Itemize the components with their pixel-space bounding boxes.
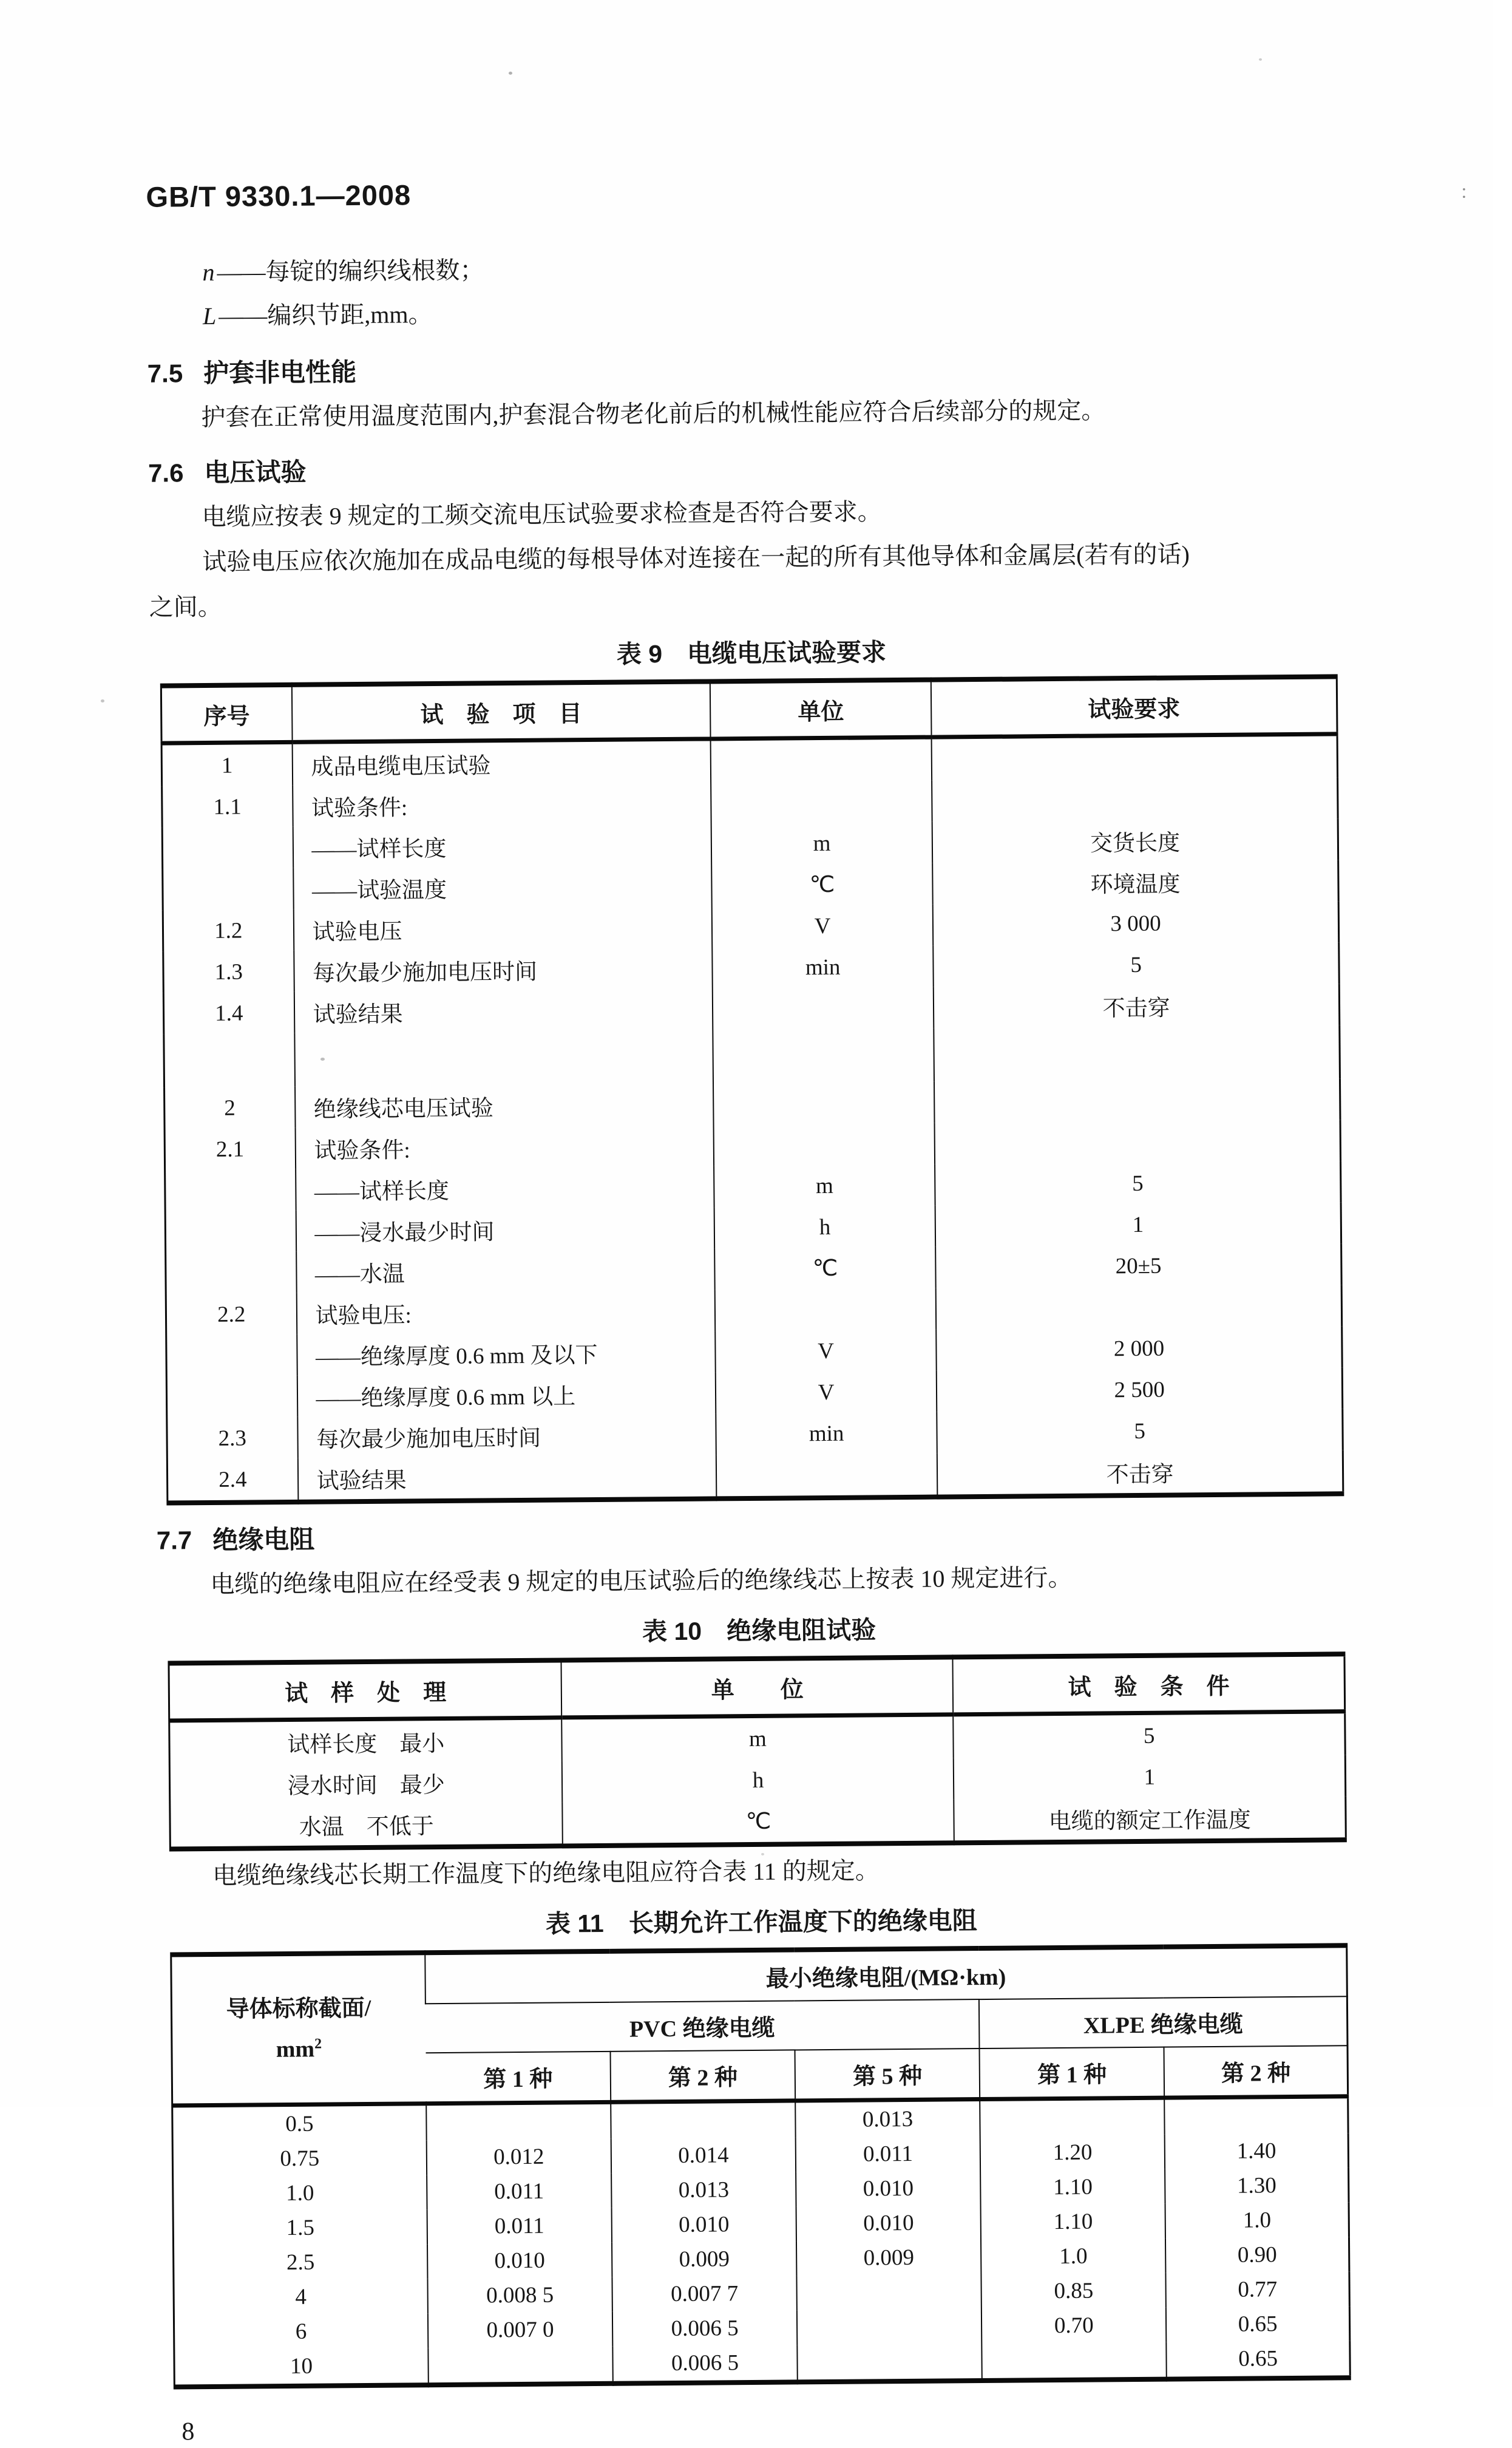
cell-pvc-type5: 0.009 — [796, 2240, 981, 2276]
table-10-header-row — [169, 1654, 1345, 1721]
paragraph-7-5: 护套在正常使用温度范围内,护套混合物老化前后的机械性能应符合后续部分的规定。 — [201, 396, 1106, 432]
paragraph-table-11-note: 电缆绝缘线芯长期工作温度下的绝缘电阻应符合表 11 的规定。 — [212, 1857, 880, 1889]
cell-treatment: 试样长度 最小 — [287, 1731, 445, 1758]
definition-line — [203, 284, 1495, 338]
page-number: 8 — [181, 2418, 195, 2446]
section-heading-7-5 — [147, 344, 1496, 393]
cell-requirement — [934, 1078, 1340, 1123]
cell-unit: m — [711, 822, 933, 865]
cell-size: 4 — [295, 2284, 307, 2310]
cell-size: 1.0 — [285, 2180, 314, 2206]
table-row — [164, 1025, 1340, 1087]
table-9-body — [161, 734, 1343, 1503]
cell-pvc-type5 — [797, 2344, 982, 2382]
cell-pvc-type1 — [428, 2347, 613, 2385]
table-10-header-condition: 试 验 条 件 — [953, 1654, 1345, 1715]
cell-no: 2.3 — [218, 1426, 247, 1451]
table-9-header-row — [161, 676, 1337, 743]
cell-item: ——水温 — [296, 1248, 715, 1293]
section-title: 护套非电性能 — [203, 358, 357, 388]
table-11-subcol-pvc-1: 第 1 种 — [483, 2066, 553, 2093]
symbol-letter: n — [202, 258, 215, 287]
cell-xlpe-type1: 0.70 — [981, 2308, 1167, 2344]
cell-unit: h — [562, 1758, 954, 1802]
cell-size: 2.5 — [286, 2249, 315, 2276]
section-heading-7-7 — [157, 1511, 1505, 1560]
cell-pvc-type1 — [426, 2102, 611, 2140]
cell-pvc-type2: 0.009 — [612, 2241, 797, 2277]
cell-pvc-type2 — [611, 2101, 796, 2139]
cell-pvc-type1: 0.007 0 — [428, 2312, 613, 2348]
cell-treatment: 浸水时间 最少 — [287, 1772, 445, 1799]
cell-item: ——试样长度 — [296, 1166, 714, 1210]
cell-requirement: 不击穿 — [937, 1450, 1343, 1497]
table-10-body — [169, 1712, 1346, 1849]
table-9-header-req: 试验要求 — [931, 676, 1337, 737]
section-number: 7.7 — [156, 1526, 192, 1555]
paragraph-7-7-1: 电缆的绝缘电阻应在经受表 9 规定的电压试验后的绝缘线芯上按表 10 规定进行。 — [210, 1563, 1073, 1598]
cell-item: 每次最少施加电压时间 — [297, 1413, 716, 1458]
table-11 — [170, 1943, 1351, 2389]
paragraph-7-6-1: 电缆应按表 9 规定的工频交流电压试验要求检查是否符合要求。 — [202, 498, 882, 531]
cell-requirement: 1 — [935, 1202, 1341, 1246]
cell-pvc-type5: 0.011 — [796, 2136, 981, 2172]
cell-size: 0.75 — [280, 2146, 320, 2172]
table-11-subcol-xlpe-2: 第 2 种 — [1164, 2045, 1348, 2098]
table-11-subcol-pvc-2: 第 2 种 — [611, 2050, 796, 2102]
cell-requirement: 5 — [933, 942, 1339, 987]
cell-pvc-type5 — [797, 2309, 982, 2345]
cell-xlpe-type1: 0.85 — [981, 2273, 1167, 2309]
cell-unit — [716, 1453, 938, 1499]
cell-item: 成品电缆电压试验 — [292, 739, 711, 786]
cell-xlpe-type1: 1.20 — [980, 2135, 1165, 2171]
table-9-header-unit: 单位 — [710, 680, 932, 739]
paragraph-7-6-2-line2: 之间。 — [149, 593, 222, 621]
definition-text: ——编织节距,mm。 — [219, 301, 433, 330]
cell-pvc-type5: 0.013 — [795, 2100, 980, 2138]
cell-size: 0.5 — [285, 2111, 314, 2137]
cell-no: 1.3 — [214, 959, 243, 985]
cell-requirement: 环境温度 — [932, 860, 1338, 904]
cell-unit: min — [712, 946, 934, 989]
cell-requirement: 2 500 — [937, 1367, 1343, 1412]
cell-unit: h — [714, 1206, 936, 1249]
cell-unit: V — [712, 905, 934, 948]
table-9-caption: 表 9 电缆电压试验要求 — [616, 638, 887, 668]
cell-item: ——试样长度 — [293, 823, 711, 868]
cell-unit: m — [714, 1164, 935, 1208]
cell-xlpe-type2: 1.40 — [1165, 2133, 1349, 2169]
cell-pvc-type5: 0.010 — [796, 2171, 981, 2206]
cell-item: 试验条件: — [293, 782, 711, 826]
cell-no — [166, 1252, 297, 1294]
cell-unit: ℃ — [714, 1247, 936, 1290]
cell-xlpe-type2: 1.0 — [1165, 2202, 1349, 2238]
cell-requirement: 20±5 — [935, 1243, 1341, 1288]
cell-condition: 1 — [954, 1755, 1346, 1799]
cell-requirement — [934, 1025, 1340, 1081]
cell-item: 试验结果 — [297, 1455, 716, 1501]
cell-xlpe-type2: 0.65 — [1166, 2306, 1350, 2342]
cell-no — [162, 827, 293, 869]
cell-unit — [713, 987, 934, 1030]
cell-requirement: 5 — [935, 1161, 1341, 1205]
cell-requirement: 2 000 — [936, 1326, 1342, 1370]
cell-no: 1.2 — [214, 918, 243, 943]
section-number: 7.5 — [147, 359, 183, 388]
cell-no: 1.1 — [213, 794, 242, 820]
cell-unit: min — [716, 1412, 937, 1455]
cell-no: 2.4 — [219, 1467, 247, 1492]
cell-xlpe-type2: 0.90 — [1165, 2237, 1349, 2273]
cell-xlpe-type1 — [980, 2098, 1165, 2136]
cell-size: 1.5 — [286, 2215, 315, 2241]
table-11-header-row-1 — [171, 1945, 1348, 2005]
cell-xlpe-type2: 0.65 — [1167, 2341, 1351, 2379]
scan-edge-mark: ： — [1460, 183, 1478, 203]
cell-item: 试验结果 — [294, 988, 713, 1033]
cell-xlpe-type1: 1.10 — [981, 2204, 1166, 2240]
table-row — [170, 1796, 1346, 1849]
cell-requirement — [935, 1120, 1341, 1164]
cell-unit: ℃ — [711, 863, 933, 906]
cell-no: 2 — [224, 1095, 236, 1121]
cell-unit: V — [716, 1371, 937, 1414]
table-11-caption: 表 11 长期允许工作温度下的绝缘电阻 — [545, 1906, 977, 1938]
cell-requirement — [932, 734, 1338, 781]
cell-unit: m — [562, 1715, 954, 1761]
cell-item: 试验条件: — [295, 1124, 714, 1169]
cell-unit — [715, 1288, 937, 1331]
cell-no — [166, 1334, 297, 1377]
cell-unit — [711, 737, 932, 782]
cell-item: ——绝缘厚度 0.6 mm 以上 — [297, 1372, 716, 1416]
cell-unit: V — [715, 1330, 937, 1373]
cell-unit — [711, 781, 932, 824]
cell-no — [163, 868, 294, 911]
table-9-header-item: 试 验 项 目 — [291, 681, 710, 742]
cell-no: 2.2 — [217, 1302, 246, 1327]
cell-requirement: 5 — [937, 1409, 1343, 1453]
cell-unit: ℃ — [563, 1799, 955, 1846]
definition-text: ——每锭的编织线根数； — [217, 256, 484, 286]
table-11-header-min-resistance: 最小绝缘电阻/(MΩ·km) — [425, 1945, 1347, 2004]
cell-no: 2.1 — [215, 1137, 245, 1162]
cell-condition: 5 — [954, 1712, 1346, 1758]
cell-requirement — [936, 1285, 1342, 1329]
table-9-header-no: 序号 — [161, 685, 292, 743]
cell-requirement: 交货长度 — [932, 818, 1338, 863]
cell-item: ——试验温度 — [293, 865, 712, 909]
cell-pvc-type1: 0.011 — [427, 2208, 612, 2244]
section-title: 绝缘电阻 — [212, 1525, 315, 1554]
cell-size: 6 — [295, 2319, 307, 2344]
cell-unit — [713, 1028, 934, 1084]
table-10 — [168, 1651, 1346, 1851]
cell-no — [165, 1211, 296, 1253]
size-header-text: 导体标称截面/ — [226, 1996, 371, 2022]
table-10-header-unit: 单 位 — [561, 1657, 954, 1718]
symbol-definitions — [202, 240, 1495, 338]
cell-pvc-type2: 0.006 5 — [612, 2345, 798, 2383]
size-header-unit — [176, 2025, 421, 2068]
cell-xlpe-type1 — [981, 2342, 1167, 2381]
cell-xlpe-type1: 1.10 — [980, 2169, 1165, 2205]
cell-condition: 电缆的额定工作温度 — [954, 1796, 1346, 1843]
standard-code: GB/T 9330.1—2008 — [146, 178, 412, 213]
cell-xlpe-type2: 1.30 — [1165, 2168, 1349, 2203]
paragraph-7-6-2-line1: 试验电压应依次施加在成品电缆的每根导体对连接在一起的所有其他导体和金属层(若有的话) — [202, 540, 1190, 576]
table-11-group-xlpe: XLPE 绝缘电缆 — [979, 1996, 1348, 2048]
unit-superscript: 2 — [314, 2036, 322, 2052]
cell-unit — [713, 1082, 935, 1125]
cell-pvc-type2: 0.006 5 — [612, 2310, 798, 2346]
cell-pvc-type5: 0.010 — [796, 2205, 981, 2241]
table-9 — [160, 674, 1344, 1505]
cell-item: 每次最少施加电压时间 — [294, 947, 713, 991]
cell-no — [166, 1376, 297, 1418]
table-10-header-treatment: 试 样 处 理 — [169, 1660, 562, 1721]
cell-xlpe-type1: 1.0 — [981, 2239, 1166, 2274]
cell-item — [294, 1030, 713, 1086]
cell-item: 试验电压: — [296, 1290, 715, 1334]
cell-pvc-type1: 0.012 — [427, 2139, 612, 2175]
cell-pvc-type1: 0.008 5 — [427, 2277, 612, 2313]
cell-no — [164, 1033, 295, 1088]
cell-requirement: 3 000 — [933, 901, 1339, 945]
cell-no: 1 — [221, 753, 233, 778]
cell-no — [165, 1169, 296, 1212]
cell-pvc-type2: 0.013 — [611, 2172, 796, 2208]
table-11-subcol-xlpe-1: 第 1 种 — [980, 2047, 1165, 2100]
cell-requirement — [932, 777, 1338, 821]
cell-item: ——绝缘厚度 0.6 mm 及以下 — [297, 1331, 716, 1375]
section-title: 电压试验 — [204, 457, 307, 488]
symbol-letter: L — [202, 302, 217, 330]
cell-pvc-type1: 0.011 — [427, 2174, 612, 2209]
cell-unit — [714, 1123, 935, 1166]
cell-no: 1.4 — [215, 1001, 243, 1026]
unit-base: mm — [276, 2036, 315, 2062]
cell-pvc-type5 — [797, 2274, 982, 2310]
table-11-group-pvc: PVC 绝缘电缆 — [425, 1999, 980, 2053]
section-heading-7-6 — [148, 443, 1496, 492]
cell-pvc-type2: 0.007 7 — [612, 2276, 797, 2311]
cell-xlpe-type2: 0.77 — [1166, 2271, 1350, 2307]
cell-item: ——浸水最少时间 — [296, 1207, 714, 1251]
cell-xlpe-type2 — [1164, 2096, 1348, 2135]
table-11-header-size — [171, 1953, 426, 2106]
table-row — [167, 1450, 1343, 1503]
cell-pvc-type2: 0.014 — [611, 2137, 796, 2173]
cell-pvc-type1: 0.010 — [427, 2243, 612, 2279]
cell-size: 10 — [290, 2353, 313, 2379]
table-10-caption: 表 10 绝缘电阻试验 — [642, 1616, 876, 1646]
table-11-body — [172, 2096, 1351, 2387]
section-number: 7.6 — [147, 458, 184, 488]
cell-pvc-type2: 0.010 — [612, 2206, 797, 2242]
cell-requirement: 不击穿 — [934, 984, 1340, 1028]
cell-treatment: 水温 不低于 — [299, 1814, 434, 1840]
cell-item: 绝缘线芯电压试验 — [295, 1083, 714, 1127]
table-11-subcol-pvc-5: 第 5 种 — [795, 2048, 980, 2101]
cell-item: 试验电压 — [293, 906, 712, 950]
